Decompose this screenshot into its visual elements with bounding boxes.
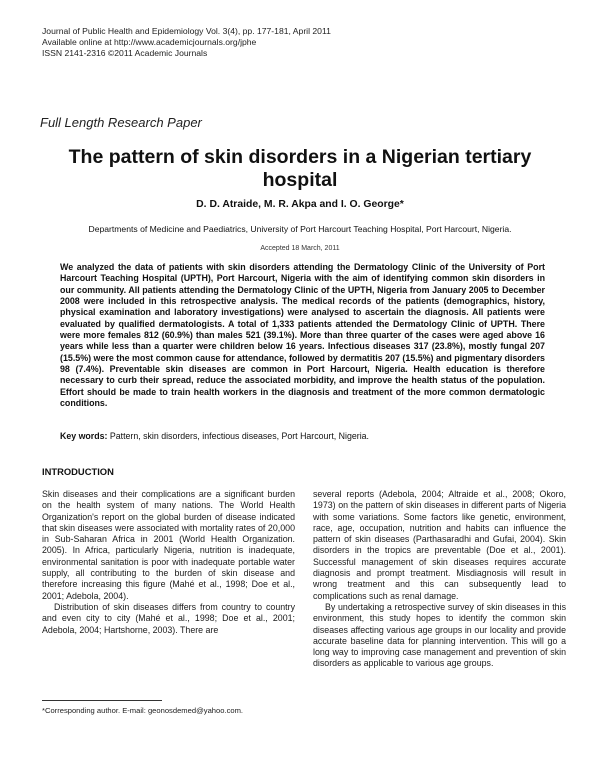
section-heading-introduction: INTRODUCTION [42, 466, 114, 477]
footnote: *Corresponding author. E-mail: geonosdemed@yahoo.com. [42, 706, 244, 715]
paragraph: Distribution of skin diseases differs from country to country and even city to city (Mahé et al., 1998; Doe et al., 2001; Adebola, 2004; Hartshorne, 2003). There are [42, 601, 295, 635]
right-column [313, 489, 566, 670]
keywords-text: Pattern, skin disorders, infectious diseases, Port Harcourt, Nigeria. [107, 431, 369, 441]
journal-header [42, 26, 331, 59]
footnote-divider [42, 700, 162, 701]
paragraph: By undertaking a retrospective survey of skin diseases in this environment, this study hopes to identify the common skin diseases affecting various age groups in our locality and provide accurate baseline data for planning intervention. This will go a long way to improving case management and prevention of skin disorders as applicable to various age groups. [313, 601, 566, 669]
journal-citation: Journal of Public Health and Epidemiology Vol. 3(4), pp. 177-181, April 2011 [42, 26, 331, 36]
paper-type: Full Length Research Paper [40, 115, 202, 130]
paper-title: The pattern of skin disorders in a Nigerian tertiary hospital [68, 146, 532, 191]
affiliation: Departments of Medicine and Paediatrics, University of Port Harcourt Teaching Hospital, Port Harcourt, Nigeria. [88, 224, 512, 234]
left-column [42, 489, 295, 636]
journal-url: Available online at http://www.academicjournals.org/jphe [42, 37, 257, 47]
authors: D. D. Atraide, M. R. Akpa and I. O. George* [196, 199, 404, 210]
paragraph: Skin diseases and their complications are a significant burden on the health system of many nations. The World Health Organization's report on the global burden of disease indicated that skin diseases were associated with mortality rates of 20,000 in Sub-Saharan Africa in 2001 (World Health Organization. 2005). In Africa, particularly Nigeria, nutrition is inadequate, environmental sanitation is poor with inadequate portable water supply, all contributing to the burden of skin disease and therefore increasing this figure (Mahé et al., 1998; Doe et al., 2001; Adebola, 2004). [42, 489, 295, 601]
keywords-label: Key words: [60, 431, 108, 441]
abstract: We analyzed the data of patients with skin disorders attending the Dermatology Clinic of the University of Port Harcourt Teaching Hospital (UPTH), Port Harcourt, Nigeria with the aim of identifying common skin disorders in our community. All patients attending the Dermatology Clinic of the UPTH, Nigeria from January 2005 to December 2008 were included in this retrospective analysis. The medical records of the patients (demographics, history, physical examination and laboratory investigations) were analysed to ascertain the diagnosis. All patients were evaluated by qualified dermatologists. A total of 1,333 patients attended the Dermatology Clinic of UPTH. There were more females 812 (60.9%) than males 521 (39.1%). More than three quarter of the cases were aged above 16 years while less than a quarter were children below 16 years. Infectious diseases 317 (23.8%), mostly fungal 207 (15.5%) were the most common cause for attendance, followed by dermatitis 207 (15.5%) and pigmentary disorders 98 (7.4%). Preventable skin diseases are common in Port Harcourt, Nigeria. Health education is therefore necessary to curb their spread, reduce the associated morbidity, and improve the health status of the population. Effort should be made to train health workers in the diagnosis and treatment of the more common dermatologic conditions. [60, 262, 545, 409]
keywords [60, 431, 545, 441]
accepted-date: Accepted 18 March, 2011 [260, 245, 340, 252]
paragraph: several reports (Adebola, 2004; Altraide et al., 2008; Okoro, 1973) on the pattern of skin diseases in different parts of Nigeria with some variations. Some factors like genetic, environment, race, age, occupation, nutrition and habits can influence the pattern of skin diseases (Parthasaradhi and Gufai, 2004). Skin disorders in the tropics are preventable (Doe et al., 2001). Successful management of skin diseases requires accurate diagnosis and prompt treatment. Misdiagnosis will result in wrong treatment and this can subsequently lead to complications such as renal damage. [313, 489, 566, 601]
journal-issn: ISSN 2141-2316 ©2011 Academic Journals [42, 48, 208, 58]
